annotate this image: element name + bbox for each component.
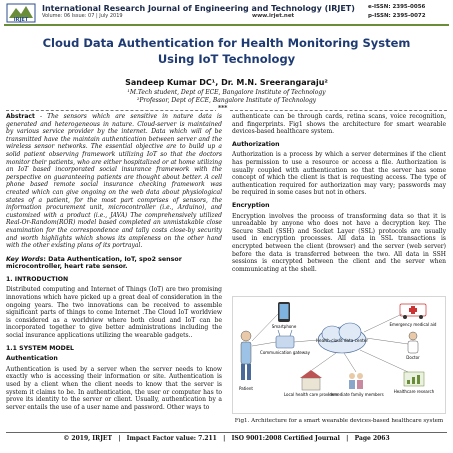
footer-divider <box>6 432 447 433</box>
authentication-heading: Authentication <box>6 355 58 363</box>
abstract <box>6 113 222 250</box>
irjet-logo <box>6 2 36 24</box>
encryption-text: Encryption involves the process of transforming data so that it is unreadable by anyone who does not have a decryption key. The Secure Shell (SSH) and Socket Layer (SSL) protocols are usually used in encryption processes. All data in SSL transactions is encrypted between the client (browser) and the server (web server) before the data is transferred between the two. All data in SSH sessions is encrypted between the client and the server when communicating at the shell. <box>232 212 446 273</box>
research-icon <box>404 372 424 386</box>
abstract-label: Abstract <box>6 113 35 120</box>
gateway-label: Communication gateway <box>260 350 310 355</box>
journal-name: International Research Journal of Engineering and Technology (IRJET) <box>42 4 355 13</box>
patient-label: Patient <box>239 386 253 391</box>
cloud-label: Health-cloud data center <box>315 338 369 343</box>
emergency-label: Emergency medical aid <box>389 322 437 327</box>
encryption-heading: Encryption <box>232 201 270 209</box>
keywords-label: Key Words <box>6 255 44 263</box>
research-label: Healthcare research <box>393 389 435 394</box>
figure-caption: Fig1. Architecture for a smart wearable devices-based healthcare system <box>234 418 444 424</box>
header-divider <box>4 24 449 26</box>
intro-text: Distributed computing and Internet of Things (IoT) are two promising innovations which have picked up a great deal of consideration in the ongoing years. The two innovations can be received to assemble significant parts of things to come Internet .The Cloud IoT worldview is considered as a worldview where both cloud and IoT can be incorporated together to give better administrations including the social insurance applications utilizing the wearable gadgets.. <box>6 286 222 340</box>
authors: Sandeep Kumar DC¹, Dr. M.N. Sreerangaraju² <box>125 78 328 87</box>
keywords-text: : Data Authentication, IoT, spo2 sensor microcontroller, heart rate sensor. <box>6 255 182 271</box>
abstract-text: - The sensors which are sensitive in nature data is generated and heterogeneous in nature. Cloud-server is maintained by various service provider by the internet. Data which will of be transmitted have the maintain authentication between server and the wireless sensor networks. The essential objective are to build up a solid patient observing framework utilizing IoT so that the doctors monitor their patients, who are either hospitalized or at home utilizing an IoT based incorporated social insurance framework with the perspective on guaranteeing patients are thought about better. A cell phone based remote social insurance checking framework was created which can give ongoing on the web data about physiological states of a patient, for the most part comprises of sensors, the information procurement unit, microcontroller (i.e., Arduino), and customized with a product (i.e., JAVA) The comprehensively utilized Real-Or-Random(ROR) model based completed an unmistakable close examination for the correspondence and tally costs close-by security and worth highlights which shows its ampleness on the other hand with the other existing plans of its portrayal. <box>6 113 222 250</box>
eissn: e-ISSN: 2395-0056 <box>368 4 426 10</box>
page-footer: © 2019, IRJET | Impact Factor value: 7.211 | ISO 9001:2008 Certified Journal | Page 2063 <box>63 435 390 442</box>
authorization-text: Authorization is a process by which a server determines if the client has permission to use a resource or access a file. Authorization is usually coupled with authentication so that the server has some concept of which the client is that is requesting access. The type of authentication required for authorization may vary; passwords may be required in some cases but not in others. <box>232 151 446 197</box>
system-model-heading: 1.1 SYSTEM MODEL <box>6 344 74 352</box>
pissn: p-ISSN: 2395-0072 <box>368 13 426 19</box>
affiliation-2: ²Professor, Dept of ECE, Bangalore Institute of Technology <box>136 97 317 104</box>
svg-text:IRJET: IRJET <box>13 17 29 23</box>
family-label: Immediate family members <box>328 392 384 397</box>
keywords <box>6 256 222 271</box>
local-providers-label: Local health care providers <box>283 392 339 397</box>
paper-title-line1: Cloud Data Authentication for Health Monitoring System <box>42 36 411 50</box>
paper-title-line2: Using IoT Technology <box>157 52 296 66</box>
authorization-heading: Authorization <box>232 140 280 148</box>
right-column <box>232 113 446 276</box>
doctor-icon <box>408 332 418 353</box>
left-column <box>6 113 222 414</box>
journal-website[interactable]: www.irjet.net <box>252 13 295 19</box>
smartphone-label: Smartphone <box>271 324 297 329</box>
volume-line: Volume: 06 Issue: 07 | July 2019 <box>42 13 123 19</box>
doctor-label: Doctor <box>406 355 420 360</box>
affiliation-1: ¹M.Tech student, Dept of ECE, Bangalore Institute of Technology <box>127 89 326 96</box>
intro-heading: 1. INTRODUCTION <box>6 275 69 283</box>
authentication-text: Authentication is used by a server when the server needs to know exactly who is accessing their information or site. Authentication is used by a client when the client needs to know that the server is system it claims to be. In authentication, the user or computer has to prove its identity to the server or client. Usually, authentication by a server entails the use of a user name and password. Other ways to <box>6 365 222 411</box>
smartphone-icon <box>278 302 290 322</box>
continued-text: authenticate can be through cards, retina scans, voice recognition, and fingerprints. Fig1 shows the architecture for smart wearable devices-based healthcare system. <box>232 113 446 136</box>
architecture-figure <box>232 296 446 414</box>
rule-mark: *** <box>218 105 228 112</box>
